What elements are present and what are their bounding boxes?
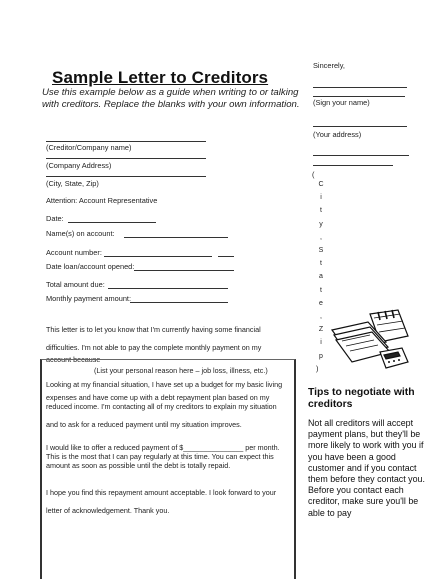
box-line-9: letter of acknowledgement. Thank you. (46, 506, 170, 515)
vertical-char: p (319, 352, 323, 360)
signature-line-2[interactable] (313, 96, 405, 97)
box-line-3: reduced income. I'm contacting all of my creditors to explain my situation (46, 402, 277, 411)
box-line-1: Looking at my financial situation, I have set up a budget for my basic living (46, 380, 283, 389)
total-due-field[interactable] (108, 288, 228, 289)
vertical-open-paren: ( (312, 170, 315, 179)
city-state-zip-label: (City, State, Zip) (46, 179, 99, 188)
creditor-name-line[interactable] (46, 141, 206, 142)
letter-title: Sample Letter to Creditors (52, 68, 269, 87)
box-line-2: expenses and have come up with a debt repayment plan based on my (46, 393, 270, 402)
names-field[interactable] (124, 237, 228, 238)
your-address-label: (Your address) (313, 130, 362, 139)
tips-title: Tips to negotiate with creditors (308, 387, 415, 410)
vertical-char: t (320, 207, 322, 215)
date-opened-label: Date loan/account opened: (46, 262, 135, 271)
date-opened-field[interactable] (134, 270, 234, 271)
sincerely-text: Sincerely, (313, 61, 345, 70)
account-number-label: Account number: (46, 248, 102, 257)
vertical-char: , (320, 313, 322, 320)
box-line-8: I hope you find this repayment amount acceptable. I look forward to your (46, 488, 277, 497)
intro-line-1: Use this example below as a guide when writing to or talking (42, 87, 299, 98)
bills-calendar-illustration (328, 308, 414, 374)
vertical-char: y (319, 220, 323, 228)
attention-line: Attention: Account Representative (46, 196, 158, 205)
paragraph1-line-1: This letter is to let you know that I'm currently having some financial (46, 325, 261, 334)
box-line-7: amount as soon as possible until the debt is totally repaid. (46, 461, 231, 470)
signature-line-1[interactable] (313, 87, 407, 88)
paragraph1-line-3: account because (46, 355, 101, 364)
creditor-name-label: (Creditor/Company name) (46, 143, 132, 152)
monthly-payment-label: Monthly payment amount: (46, 294, 132, 303)
intro-line-2: with creditors. Replace the blanks with your own information. (42, 99, 300, 110)
address-line-3[interactable] (313, 165, 393, 166)
vertical-char: a (319, 273, 323, 281)
names-label: Name(s) on account: (46, 229, 115, 238)
vertical-char: S (318, 247, 324, 254)
vertical-close-paren: ) (316, 364, 319, 373)
date-field[interactable] (68, 222, 156, 223)
account-number-suffix-field[interactable] (218, 256, 234, 257)
vertical-char: Z (318, 326, 324, 334)
vertical-char: t (320, 286, 322, 294)
vertical-char: i (320, 339, 322, 347)
monthly-payment-field[interactable] (130, 302, 228, 303)
paragraph1-line-2: difficulties. I'm not able to pay the complete monthly payment on my (46, 343, 262, 352)
vertical-char: t (320, 260, 322, 268)
tips-body: Not all creditors will accept payment plans, but they'll be more likely to work with you if you have been a good customer and if you contact them before they contact you. Before you contact each creditor, make sure you'll be able to pay (308, 418, 425, 518)
box-line-6: This is the most that I can pay regularly at this time. You can expect this (46, 452, 274, 461)
total-due-label: Total amount due: (46, 280, 105, 289)
box-line-4: and to ask for a reduced payment until my situation improves. (46, 420, 242, 429)
company-address-label: (Company Address) (46, 161, 112, 170)
account-number-field[interactable] (104, 256, 212, 257)
address-line-2[interactable] (313, 155, 409, 156)
date-label: Date: (46, 214, 64, 223)
city-state-zip-line[interactable] (46, 176, 206, 177)
box-line-5: I would like to offer a reduced payment of $_______________ per month. (46, 443, 280, 452)
sign-name-label: (Sign your name) (313, 98, 370, 107)
vertical-char: C (318, 181, 324, 188)
reason-placeholder: (List your personal reason here – job loss, illness, etc.) (94, 366, 268, 375)
vertical-char: , (320, 233, 322, 241)
vertical-char: e (319, 299, 323, 307)
vertical-char: i (320, 194, 322, 202)
address-line-1[interactable] (313, 126, 407, 127)
company-address-line[interactable] (46, 158, 206, 159)
